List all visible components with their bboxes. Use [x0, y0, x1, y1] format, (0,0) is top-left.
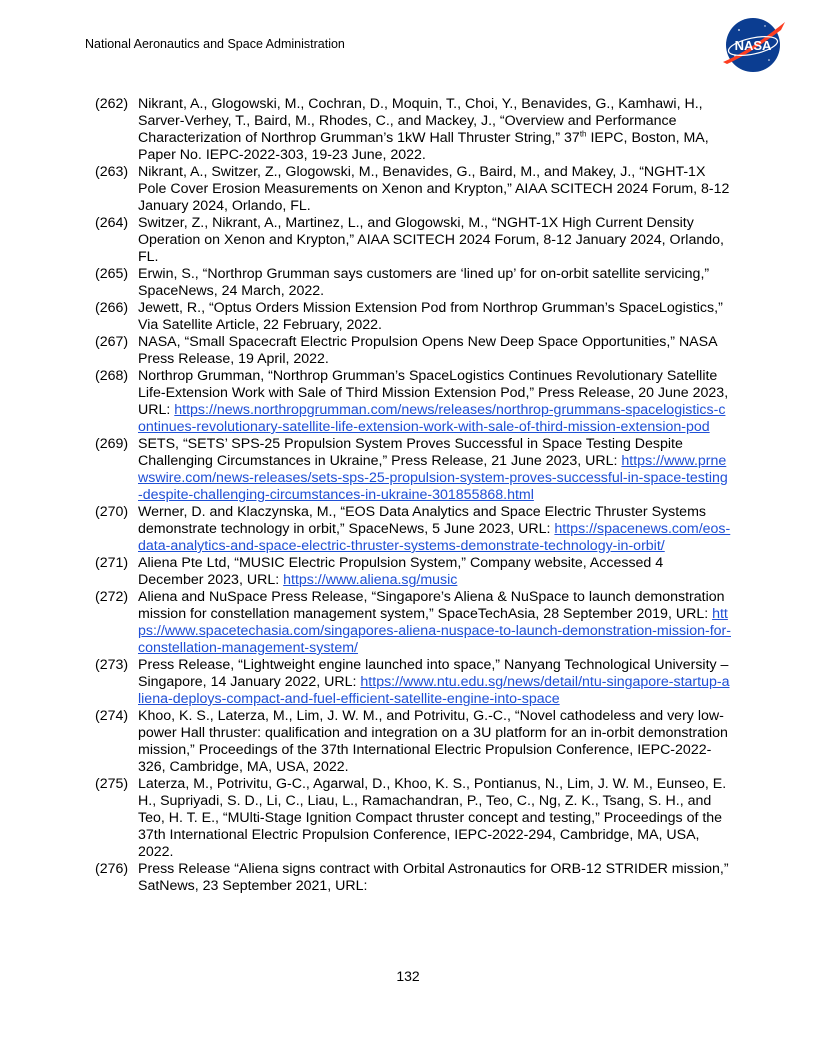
reference-text [138, 555, 731, 589]
reference-citation: Aliena Pte Ltd, “MUSIC Electric Propulsion System,” Company website, Accessed 4 December 2023, URL: [138, 555, 664, 588]
reference-entry [95, 708, 731, 776]
reference-number: (267) [95, 334, 129, 350]
reference-citation: Nikrant, A., Switzer, Z., Glogowski, M., Benavides, G., Baird, M., and Makey, J., “NGHT-1X Pole Cover Erosion Measurements on Xenon and Krypton,” AIAA SCITECH 2024 Forum, 8-12 January 2024, Orlando, FL. [138, 164, 730, 214]
page-number: 132 [396, 968, 420, 984]
reference-text [138, 861, 731, 895]
reference-url-link[interactable]: https://www.prnewswire.com/news-releases/sets-sps-25-propulsion-system-proves-successful-in-space-testing-despite-challenging-circumstances-in-ukraine-301855868.html [138, 453, 728, 503]
reference-text [138, 589, 731, 657]
reference-number: (265) [95, 266, 129, 282]
reference-number: (262) [95, 96, 129, 112]
reference-citation: Switzer, Z., Nikrant, A., Martinez, L., and Glogowski, M., “NGHT-1X High Current Density Operation on Xenon and Krypton,” AIAA SCITECH 2024 Forum, 8-12 January 2024, Orlando, FL. [138, 215, 724, 265]
reference-number: (270) [95, 504, 129, 520]
reference-text [138, 776, 731, 861]
reference-text [138, 215, 731, 266]
reference-entry [95, 555, 731, 589]
reference-number: (266) [95, 300, 129, 316]
reference-text [138, 657, 731, 708]
reference-citation: Laterza, M., Potrivitu, G-C., Agarwal, D., Khoo, K. S., Pontianus, N., Lim, J. W. M., Eunseo, E. H., Supriyadi, S. D., Li, C., Liau, L., Ramachandran, P., Teo, C., Ng, Z. K., Tsang, S. H., and Teo, H. T. E., “MUlti-Stage Ignition Compact thruster concept and testing,” Proceedings of the 37th International Electric Propulsion Conference, IEPC-2022-294, Cambridge, MA, USA, 2022. [138, 776, 727, 860]
nasa-logo-icon [721, 16, 787, 74]
reference-number: (272) [95, 589, 129, 605]
reference-citation: Aliena and NuSpace Press Release, “Singapore’s Aliena & NuSpace to launch demonstration mission for constellation management system,” SpaceTechAsia, 28 September 2019, URL: [138, 589, 725, 622]
reference-url-link[interactable]: https://www.ntu.edu.sg/news/detail/ntu-singapore-startup-aliena-deploys-compact-and-fuel-efficient-satellite-engine-into-space [138, 674, 730, 707]
reference-text [138, 96, 731, 164]
reference-text [138, 708, 731, 776]
reference-entry [95, 215, 731, 266]
reference-entry [95, 657, 731, 708]
reference-url-link[interactable]: https://spacenews.com/eos-data-analytics-and-space-electric-thruster-systems-demonstrate-technology-in-orbit/ [138, 521, 731, 554]
reference-number: (263) [95, 164, 129, 180]
reference-citation: Northrop Grumman, “Northrop Grumman’s SpaceLogistics Continues Revolutionary Satellite Life-Extension Work with Sale of Third Mission Extension Pod,” Press Release, 20 June 2023, URL: [138, 368, 729, 418]
reference-citation: Nikrant, A., Glogowski, M., Cochran, D., Moquin, T., Choi, Y., Benavides, G., Kamhawi, H., Sarver-Verhey, T., Baird, M., Rhodes, C., and Mackey, J., “Overview and Performance Characterization of Northrop Grumman’s 1kW Hall Thruster String,” 37 [138, 96, 703, 146]
reference-citation: SETS, “SETS’ SPS-25 Propulsion System Proves Successful in Space Testing Despite Challenging Circumstances in Ukraine,” Press Release, 21 June 2023, URL: [138, 436, 683, 469]
reference-text [138, 334, 731, 368]
reference-citation-cont: IEPC, Boston, MA, Paper No. IEPC-2022-303, 19-23 June, 2022. [138, 130, 709, 163]
reference-url-link[interactable]: https://www.spacetechasia.com/singapores-aliena-nuspace-to-launch-demonstration-mission-for-constellation-management-system/ [138, 606, 731, 656]
reference-text [138, 266, 731, 300]
reference-citation: Press Release “Aliena signs contract with Orbital Astronautics for ORB-12 STRIDER mission,” SatNews, 23 September 2021, URL: [138, 861, 729, 894]
reference-entry [95, 368, 731, 436]
ordinal-superscript: th [579, 129, 587, 139]
reference-citation: Jewett, R., “Optus Orders Mission Extension Pod from Northrop Grumman’s SpaceLogistics,” Via Satellite Article, 22 February, 2022. [138, 300, 723, 333]
reference-text [138, 504, 731, 555]
reference-citation: NASA, “Small Spacecraft Electric Propulsion Opens New Deep Space Opportunities,” NASA Press Release, 19 April, 2022. [138, 334, 717, 367]
reference-citation: Erwin, S., “Northrop Grumman says customers are ‘lined up’ for on-orbit satellite servicing,” SpaceNews, 24 March, 2022. [138, 266, 710, 299]
reference-number: (271) [95, 555, 129, 571]
reference-citation: Press Release, “Lightweight engine launched into space,” Nanyang Technological University – Singapore, 14 January 2022, URL: [138, 657, 729, 690]
reference-text [138, 300, 731, 334]
reference-entry [95, 504, 731, 555]
reference-text [138, 436, 731, 504]
reference-number: (276) [95, 861, 129, 877]
reference-entry [95, 776, 731, 861]
reference-text [138, 368, 731, 436]
reference-citation: Werner, D. and Klaczynska, M., “EOS Data Analytics and Space Electric Thruster Systems demonstrate technology in orbit,” SpaceNews, 5 June 2023, URL: [138, 504, 706, 537]
reference-url-link[interactable]: https://news.northropgrumman.com/news/releases/northrop-grummans-spacelogistics-continues-revolutionary-satellite-life-extension-work-with-sale-of-third-mission-extension-pod [138, 402, 726, 435]
reference-number: (273) [95, 657, 129, 673]
reference-number: (264) [95, 215, 129, 231]
reference-number: (268) [95, 368, 129, 384]
reference-number: (274) [95, 708, 129, 724]
reference-entry [95, 96, 731, 164]
reference-number: (275) [95, 776, 129, 792]
reference-entry [95, 266, 731, 300]
reference-entry [95, 589, 731, 657]
reference-entry [95, 164, 731, 215]
reference-list [95, 96, 731, 895]
reference-entry [95, 300, 731, 334]
reference-entry [95, 861, 731, 895]
reference-url-link[interactable]: https://www.aliena.sg/music [283, 572, 458, 588]
header-organization: National Aeronautics and Space Administration [85, 37, 345, 51]
reference-text [138, 164, 731, 215]
reference-entry [95, 334, 731, 368]
reference-entry [95, 436, 731, 504]
nasa-logo-text: NASA [734, 38, 772, 53]
reference-citation: Khoo, K. S., Laterza, M., Lim, J. W. M., and Potrivitu, G.-C., “Novel cathodeless and very low-power Hall thruster: qualification and integration on a 3U platform for an in-orbit demonstration mission,” Proceedings of the 37th International Electric Propulsion Conference, IEPC-2022-326, Cambridge, MA, USA, 2022. [138, 708, 728, 775]
reference-number: (269) [95, 436, 129, 452]
